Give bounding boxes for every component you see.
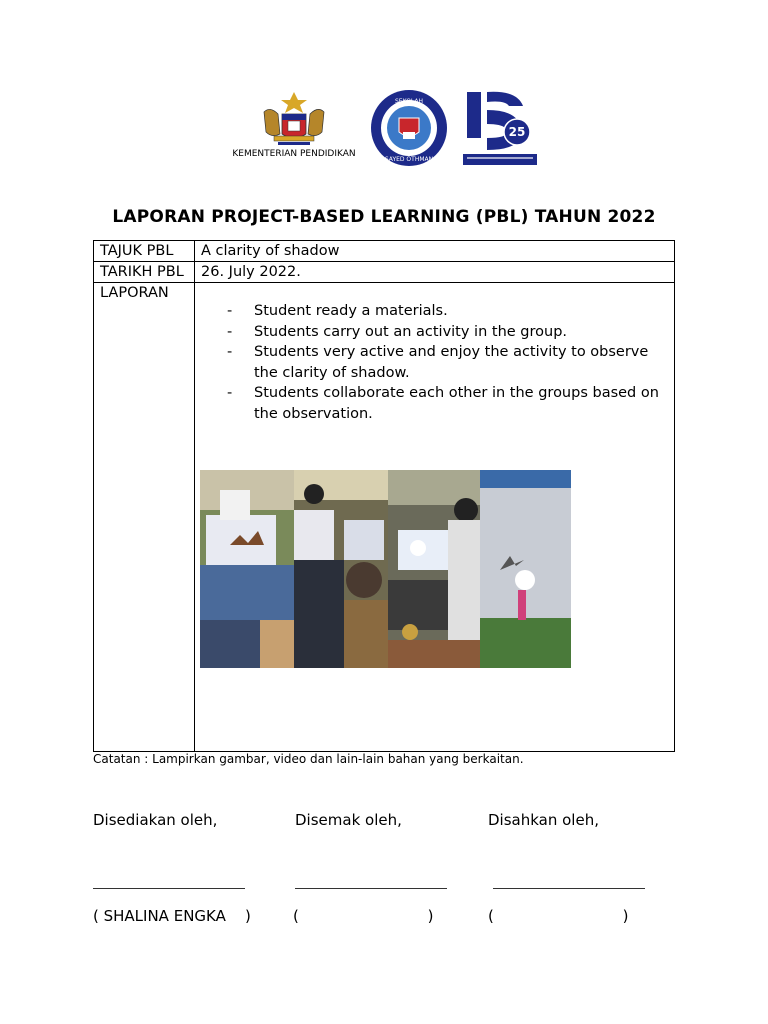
- checked-by-label: Disemak oleh,: [295, 811, 402, 829]
- prepared-by-name: ( SHALINA ENGKA ): [93, 907, 251, 925]
- photo-collage: [200, 470, 571, 668]
- list-item: - Students carry out an activity in the group.: [227, 322, 668, 343]
- table-row-title: [94, 241, 675, 262]
- activity-photo-4: [480, 470, 571, 668]
- label-tarikh: TARIKH PBL: [94, 262, 195, 283]
- report-bullets: [201, 301, 668, 424]
- school-seal-icon: [367, 88, 451, 168]
- prepared-by-label: Disediakan oleh,: [93, 811, 218, 829]
- report-title: LAPORAN PROJECT-BASED LEARNING (PBL) TAHUN 2022: [112, 207, 656, 227]
- value-tajuk: A clarity of shadow: [195, 241, 675, 262]
- coat-of-arms-icon: [252, 90, 336, 148]
- approved-by-label: Disahkan oleh,: [488, 811, 599, 829]
- note-text: Catatan : Lampirkan gambar, video dan lain-lain bahan yang berkaitan.: [93, 752, 524, 766]
- program-logo-icon: [461, 88, 539, 168]
- ministry-caption: KEMENTERIAN PENDIDIKAN: [232, 149, 356, 159]
- list-item: - Students collaborate each other in the groups based on the observation.: [227, 383, 668, 424]
- activity-photo-3: [388, 470, 480, 668]
- signature-line-prepared: [93, 888, 245, 889]
- list-item: - Student ready a materials.: [227, 301, 668, 322]
- program-logo-number: 25: [508, 125, 526, 139]
- label-laporan: LAPORAN: [94, 283, 195, 752]
- activity-photo-1: [200, 470, 294, 668]
- ministry-logo: [228, 88, 358, 168]
- table-row-date: [94, 262, 675, 283]
- header-logos: [228, 88, 548, 168]
- signature-line-checked: [295, 888, 447, 889]
- list-item: - Students very active and enjoy the activity to observe the clarity of shadow.: [227, 342, 668, 383]
- svg-text:SEKOLAH: SEKOLAH: [394, 98, 424, 105]
- activity-photo-2: [294, 470, 388, 668]
- checked-by-name: ( ): [293, 907, 434, 925]
- value-tarikh: 26. July 2022.: [195, 262, 675, 283]
- svg-text:SAYED OTHMAN: SAYED OTHMAN: [384, 156, 434, 163]
- label-tajuk: TAJUK PBL: [94, 241, 195, 262]
- signature-line-approved: [493, 888, 645, 889]
- approved-by-name: ( ): [488, 907, 629, 925]
